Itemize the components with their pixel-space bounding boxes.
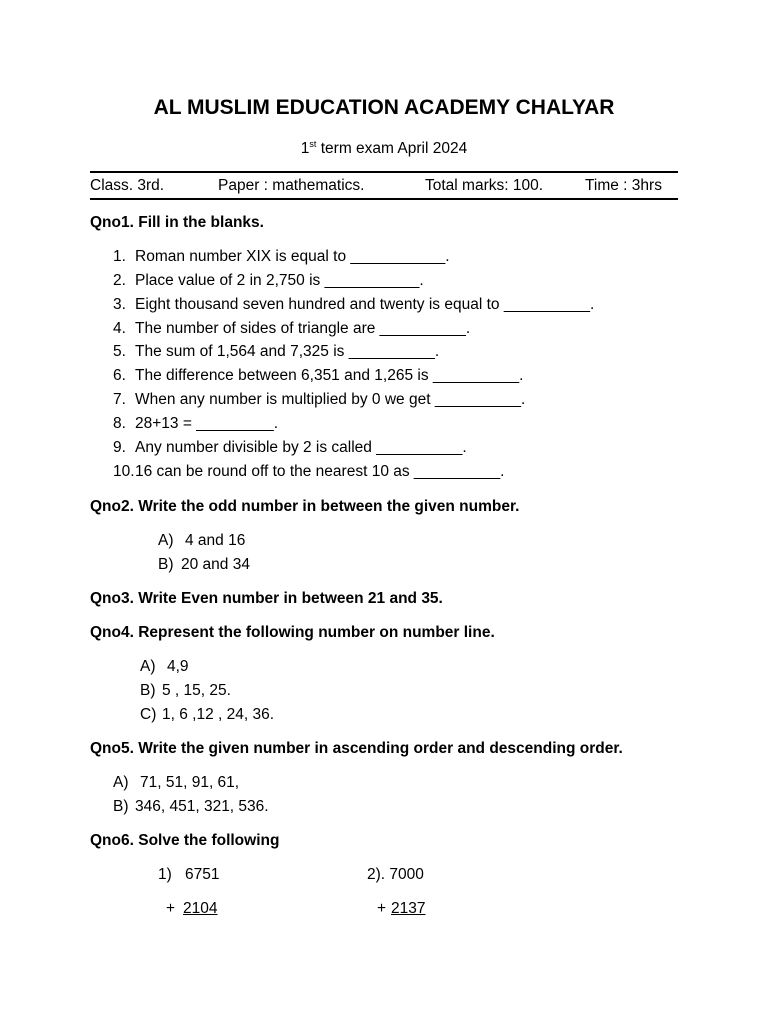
q1-item-text: When any number is multiplied by 0 we get __________. <box>135 391 526 408</box>
q1-item-num: 7. <box>113 391 126 408</box>
q5-item-text: 346, 451, 321, 536. <box>135 798 269 815</box>
q1-item-text: The number of sides of triangle are __________. <box>135 320 471 337</box>
q6-problem1-num: 1) <box>158 866 172 883</box>
q6-problem1-op: + <box>166 900 176 917</box>
q1-item-num: 6. <box>113 367 126 384</box>
q1-item-num: 9. <box>113 439 126 456</box>
q6-problem1-top: 6751 <box>185 866 220 883</box>
q1-item-text: Roman number XIX is equal to ___________. <box>135 248 450 265</box>
q6-problem1-bottom: 2104 <box>183 900 218 917</box>
q5-heading: Qno5. Write the given number in ascending order and descending order. <box>90 740 623 757</box>
q1-item-text: Eight thousand seven hundred and twenty is equal to __________. <box>135 296 595 313</box>
q1-item-num: 5. <box>113 343 126 360</box>
q4-item-text: 1, 6 ,12 , 24, 36. <box>162 706 275 723</box>
q4-item-num: C) <box>140 706 157 723</box>
q6-problem2-bottom: 2137 <box>391 900 426 917</box>
info-bottom-rule <box>90 198 678 200</box>
q2-heading: Qno2. Write the odd number in between the given number. <box>90 498 520 515</box>
q1-item-text: Any number divisible by 2 is called __________. <box>135 439 467 456</box>
exam-subtitle <box>0 139 768 158</box>
q2-item-num: B) <box>158 556 174 573</box>
info-top-rule <box>90 171 678 173</box>
time-info: Time : 3hrs <box>585 177 662 194</box>
q1-item-num: 8. <box>113 415 126 432</box>
q4-item-text: 5 , 15, 25. <box>162 682 231 699</box>
q1-heading: Qno1. Fill in the blanks. <box>90 214 264 231</box>
q1-item-text: The sum of 1,564 and 7,325 is __________. <box>135 343 440 360</box>
q2-item-num: A) <box>158 532 174 549</box>
q1-item-num: 3. <box>113 296 126 313</box>
q4-item-num: B) <box>140 682 156 699</box>
q2-item-text: 4 and 16 <box>185 532 246 549</box>
total-marks-info: Total marks: 100. <box>425 177 544 194</box>
q1-item-num: 2. <box>113 272 126 289</box>
q5-item-text: 71, 51, 91, 61, <box>140 774 240 791</box>
q4-heading: Qno4. Represent the following number on number line. <box>90 624 495 641</box>
q4-item-num: A) <box>140 658 156 675</box>
q2-item-text: 20 and 34 <box>181 556 250 573</box>
paper-info: Paper : mathematics. <box>218 177 365 194</box>
q1-item-text: 16 can be round off to the nearest 10 as __________. <box>135 463 505 480</box>
q3-heading: Qno3. Write Even number in between 21 and 35. <box>90 590 443 607</box>
q5-item-num: A) <box>113 774 129 791</box>
q6-problem2-op: + <box>377 900 387 917</box>
exam-ordinal-suffix: st <box>309 139 317 149</box>
exam-ordinal: 1 <box>300 140 310 157</box>
q5-item-num: B) <box>113 798 129 815</box>
q1-item-text: The difference between 6,351 and 1,265 is __________. <box>135 367 524 384</box>
q1-item-text: Place value of 2 in 2,750 is ___________. <box>135 272 424 289</box>
q1-item-num: 10. <box>113 463 135 480</box>
school-title: AL MUSLIM EDUCATION ACADEMY CHALYAR <box>153 96 615 119</box>
q6-problem2-header: 2). 7000 <box>367 866 424 883</box>
exam-subtitle-rest: term exam April 2024 <box>316 140 468 157</box>
class-info: Class. 3rd. <box>90 177 165 194</box>
q1-item-num: 4. <box>113 320 126 337</box>
q1-item-text: 28+13 = _________. <box>135 415 279 432</box>
q6-heading: Qno6. Solve the following <box>90 832 280 849</box>
q1-item-num: 1. <box>113 248 126 265</box>
q4-item-text: 4,9 <box>167 658 189 675</box>
